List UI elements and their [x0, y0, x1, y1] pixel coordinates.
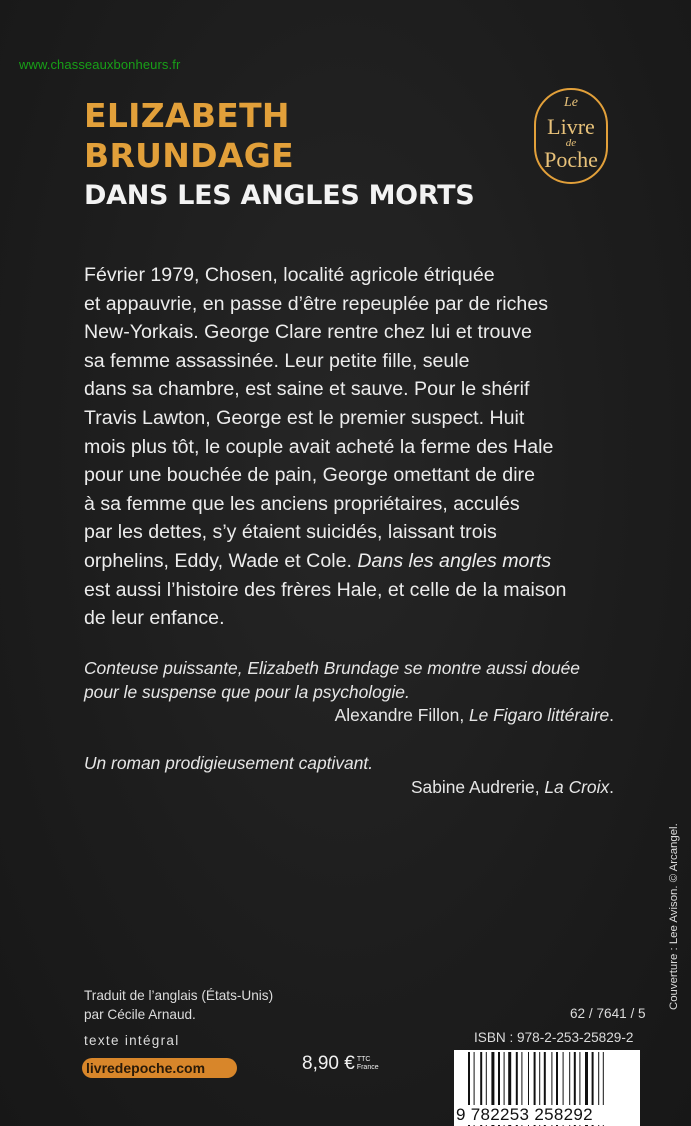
- livre-de-poche-logo: Le Livre de Poche: [534, 88, 608, 184]
- synopsis: Février 1979, Chosen, localité agricole étriquée et appauvrie, en passe d’être repeuplée par de riches New-Yorkais. George Clare rentre chez lui et trouve sa femme assassinée. Leur petite fille, seule dans sa chambre, est saine et sauve. Pour le shérif Travis Lawton, George est le premier suspect. Huit mois plus tôt, le couple avait acheté la ferme des Hale pour une bouchée de pain, George omettant de dire à sa femme que les anciens propriétaires, acculés par les dettes, s’y étaient suicidés, laissant trois orphelins, Eddy, Wade et Cole. Dans les angles morts est aussi l’histoire des frères Hale, et celle de la maison de leur enfance.: [84, 264, 567, 630]
- press-quote: Conteuse puissante, Elizabeth Brundage se montre aussi douée pour le suspense que pour la psychologie. Alexandre Fillon, Le Figaro littéraire.: [84, 657, 634, 728]
- translation-credit: Traduit de l’anglais (États-Unis) par Cécile Arnaud.: [84, 988, 274, 1022]
- author-first-name: ELIZABETH: [84, 96, 290, 135]
- title-italic: Dans les angles morts: [357, 549, 552, 572]
- author-last-name: BRUNDAGE: [84, 136, 294, 175]
- barcode: [454, 1050, 640, 1126]
- website-watermark: www.chasseauxbonheurs.fr: [19, 57, 181, 72]
- author-name: [84, 96, 294, 176]
- barcode-digits: 9 782253 258292: [454, 1105, 640, 1125]
- website-link[interactable]: livredepoche.com: [82, 1058, 237, 1078]
- quote-source: Alexandre Fillon, Le Figaro littéraire.: [334, 705, 614, 725]
- cover-credit: Couverture : Lee Avison. © Arcangel.: [668, 823, 680, 1010]
- press-quote: Un roman prodigieusement captivant. Sabine Audrerie, La Croix.: [84, 752, 634, 799]
- catalog-code: 62 / 7641 / 5: [570, 1006, 646, 1021]
- quote-source: Sabine Audrerie, La Croix.: [410, 776, 614, 797]
- book-title: DANS LES ANGLES MORTS: [84, 180, 475, 211]
- price: 8,90 € $^{TTC France}$: [302, 1053, 379, 1074]
- texte-integral: texte intégral: [84, 1033, 180, 1048]
- isbn: ISBN : 978-2-253-25829-2: [474, 1030, 634, 1045]
